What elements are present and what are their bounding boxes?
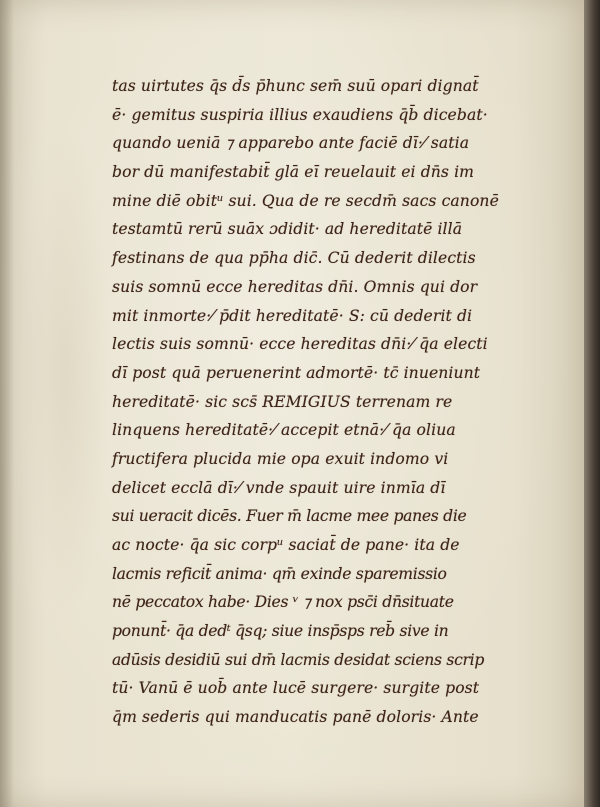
text-line: q̄m sederis qui manducatis panē doloris· Ante xyxy=(112,708,479,727)
text-line: lectis suis somnū· ecce hereditas dn̄i·⁄ q̄a electi xyxy=(112,335,488,354)
text-line: bor dū manifestabit̄ glā eī reuelauit ei dn̄s im xyxy=(112,163,475,182)
text-line: suis somnū ecce hereditas dn̄i. Omnis qui dor xyxy=(112,277,478,296)
book-gutter xyxy=(584,0,600,807)
text-line: tū· Vanū ē uob̄ ante lucē surgere· surgite post xyxy=(112,679,480,698)
text-line: festinans de qua pp̄ha dic̄. Cū dederit dilectis xyxy=(112,249,476,268)
text-line: nē peccatox habe· Dies ᵛ ⁊ nox psc̄i dn̄situate xyxy=(112,593,454,612)
text-line: linquens hereditatē·⁄ accepit etnā·⁄ q̄a oliua xyxy=(112,421,456,440)
text-line: ponunt̄· q̄a dedᵗ q̄sq; siue insp̄sps reb̄ sive in xyxy=(112,622,449,641)
text-line: quando ueniā ⁊ apparebo ante faciē dī·⁄ satia xyxy=(112,134,470,153)
text-line: ac nocte· q̄a sic corpᵘ saciat̄ de pane· ita de xyxy=(112,536,460,554)
text-line: hereditatē· sic scs̄ REMIGIUS terrenam re xyxy=(112,392,453,411)
text-block xyxy=(112,72,544,732)
text-line: dī post quā peruenerint admortē· tc̄ inueniunt xyxy=(112,363,481,382)
parchment-stain xyxy=(20,120,110,620)
text-line: lacmis reficit̄ anima· qm̄ exinde sparemissio xyxy=(112,564,447,583)
text-line: delicet ecclā dī·⁄ vnde spauit uire inmīa dī xyxy=(112,478,446,497)
text-line: adūsis desidiū sui dm̄ lacmis desidat sciens scrip xyxy=(112,650,485,669)
text-line: ē· gemitus suspiria illius exaudiens q̄b̄ dicebat· xyxy=(112,105,488,124)
text-line: fructifera plucida mie opa exuit indomo vi xyxy=(112,449,449,468)
text-line: sui ueracit dicēs. Fuer m̄ lacme mee panes die xyxy=(112,507,467,526)
text-line: mine diē obitᵘ sui. Qua de re secdm̄ sacs canonē xyxy=(112,191,499,210)
text-line: tas uirtutes q̄s d̄s p̄hunc sem̄ suū opari dignat̄ xyxy=(112,77,479,95)
page-edge-shadow xyxy=(0,0,14,807)
text-line: testamtū rerū suāx ɔdidit· ad hereditatē illā xyxy=(112,220,463,239)
text-line: mit inmorte·⁄ p̄dit hereditatē· S: cū dederit di xyxy=(112,306,473,325)
